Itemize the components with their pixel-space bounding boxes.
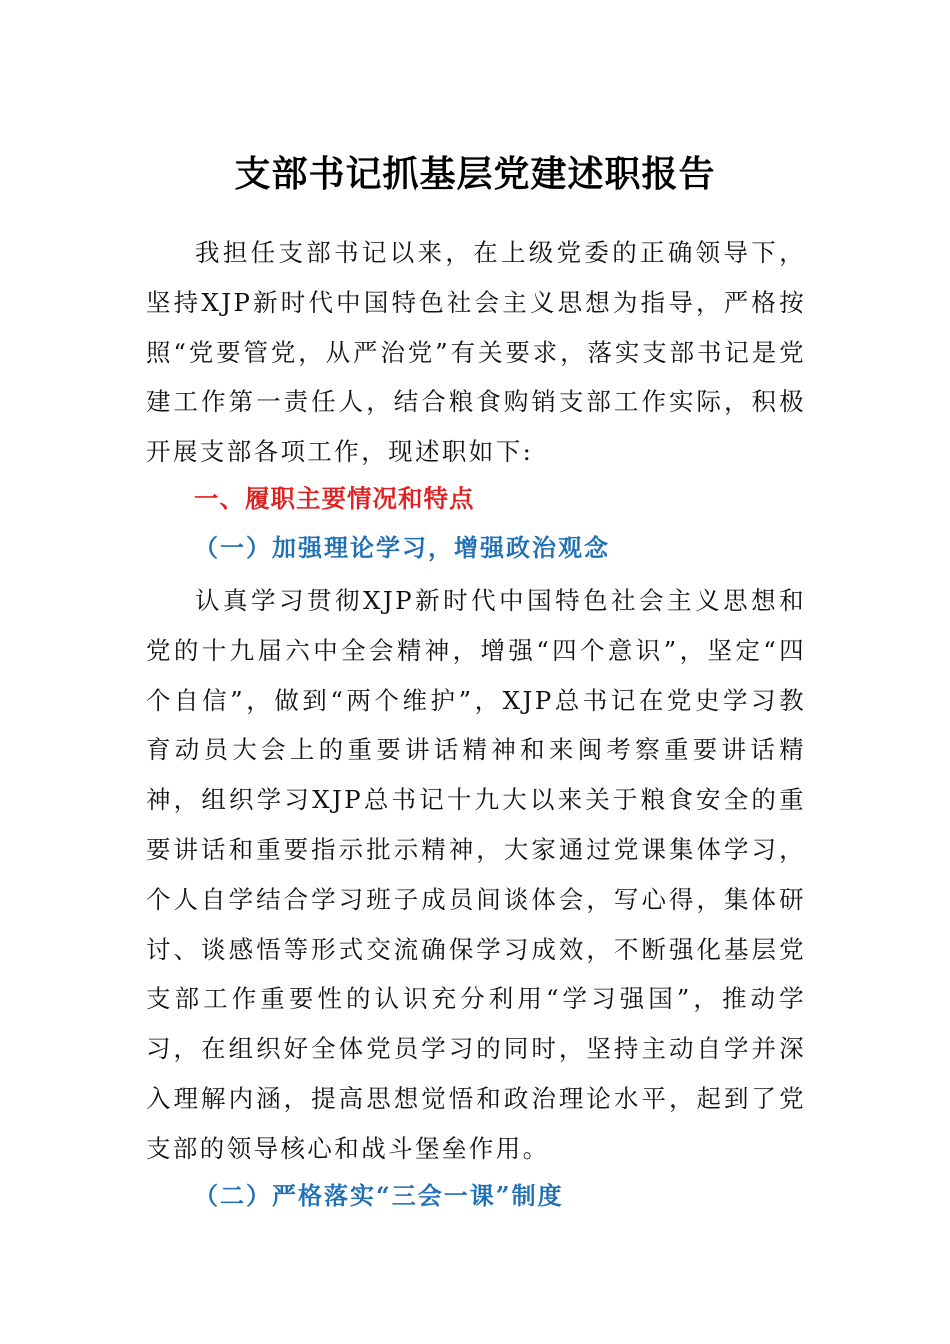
intro-paragraph: 我担任支部书记以来，在上级党委的正确领导下，坚持XJP新时代中国特色社会主义思想为指导，严格按照“党要管党，从严治党”有关要求，落实支部书记是党建工作第一责任人，结合粮食购销支部工作实际，积极开展支部各项工作，现述职如下:	[146, 238, 806, 467]
section-heading-1: 一、履职主要情况和特点	[194, 484, 475, 513]
subsection-heading-2: （二）严格落实“三会一课”制度	[194, 1181, 564, 1210]
subsection-heading-1: （一）加强理论学习，增强政治观念	[194, 533, 610, 562]
document-title: 支部书记抓基层党建述职报告	[234, 153, 716, 195]
subsection-1-paragraph: 认真学习贯彻XJP新时代中国特色社会主义思想和党的十九届六中全会精神，增强“四个意识”，坚定“四个自信”，做到“两个维护”，XJP总书记在党史学习教育动员大会上的重要讲话精神和来闽考察重要讲话精神，组织学习XJP总书记十九大以来关于粮食安全的重要讲话和重要指示批示精神，大家通过党课集体学习，个人自学结合学习班子成员间谈体会，写心得，集体研讨、谈感悟等形式交流确保学习成效，不断强化基层党支部工作重要性的认识充分利用“学习强国”，推动学习，在组织好全体党员学习的同时，坚持主动自学并深入理解内涵，提高思想觉悟和政治理论水平，起到了党支部的领导核心和战斗堡垒作用。	[146, 586, 806, 1163]
